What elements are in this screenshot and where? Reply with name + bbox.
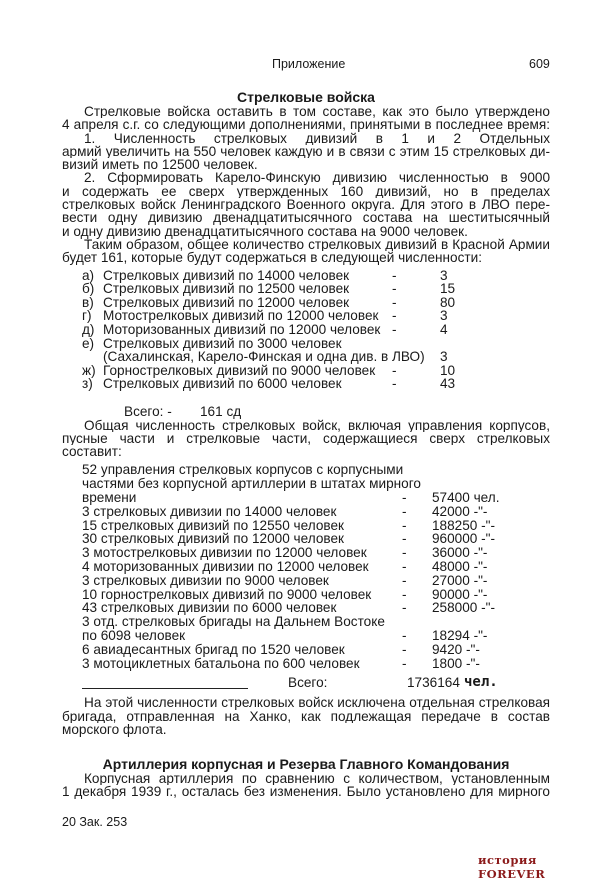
total-value: 161 сд	[200, 403, 242, 419]
division-description: (Сахалинская, Карело-Финская и одна див. в ЛВО)	[103, 349, 425, 365]
section-title: Стрелковые войска	[237, 89, 375, 105]
table-row	[62, 629, 550, 643]
division-row	[62, 350, 550, 364]
division-dash: -	[392, 267, 397, 283]
division-description: Стрелковых дивизий по 6000 человек	[103, 376, 342, 392]
row-description: 30 стрелковых дивизий по 12000 человек	[82, 531, 344, 547]
row-description: 3 отд. стрелковых бригады на Дальнем Востоке	[82, 614, 385, 630]
table-row	[62, 463, 550, 477]
row-dash: -	[402, 503, 407, 519]
text-line: будет 161, которые будут содержаться в следующей численности:	[62, 250, 483, 266]
strength-table	[62, 463, 550, 670]
row-value: 188250 -"-	[432, 517, 496, 533]
text-line: морского флота.	[62, 721, 167, 737]
division-dash: -	[392, 294, 397, 310]
row-dash: -	[402, 586, 407, 602]
row-description: 15 стрелковых дивизий по 12550 человек	[82, 517, 344, 533]
division-count: 4	[440, 321, 448, 337]
paragraph	[62, 772, 550, 799]
table-row	[62, 477, 550, 491]
row-value: 18294 -"-	[432, 627, 488, 643]
division-count: 43	[440, 376, 456, 392]
division-letter: д)	[82, 321, 95, 337]
text-line: 1 декабря 1939 г., осталась без изменения. Было установлено для мирного	[62, 785, 550, 799]
text-line: Общая численность стрелковых войск, включая управления корпусов,	[84, 418, 550, 432]
text-line: и содержать ее сверх утвержденных 160 дивизий, но в пределах	[62, 184, 550, 199]
row-value: 90000 -"-	[432, 586, 488, 602]
grand-total-row	[62, 676, 550, 692]
division-dash: -	[392, 308, 397, 324]
paragraph	[62, 419, 550, 459]
division-dash: -	[392, 362, 397, 378]
running-header: Приложение	[272, 57, 346, 71]
division-description: Мотострелковых дивизий по 12000 человек	[103, 308, 379, 324]
division-dash: -	[392, 281, 397, 297]
row-value: 57400 чел.	[432, 489, 500, 505]
text-line: Корпусная артиллерия по сравнению с количеством, установленным	[84, 772, 550, 786]
text-line: 1. Численность стрелковых дивизий в 1 и 2 Отдельных	[84, 131, 550, 145]
table-row	[62, 505, 550, 519]
row-dash: -	[402, 655, 407, 671]
division-row	[62, 337, 550, 351]
grand-total-unit: чел.	[464, 674, 498, 691]
row-dash: -	[402, 531, 407, 547]
division-description: Стрелковых дивизий по 12500 человек	[103, 281, 350, 297]
row-description: по 6098 человек	[82, 627, 186, 643]
text-line: На этой численности стрелковых войск исключена отдельная стрелковая	[84, 696, 550, 710]
row-dash: -	[402, 600, 407, 616]
paragraph	[62, 105, 550, 265]
text-line: пусные части и стрелковые части, содержащиеся сверх стрелковых	[62, 431, 550, 446]
text-line: Стрелковые войска оставить в том составе, как это было утверждено	[84, 105, 550, 119]
row-dash: -	[402, 545, 407, 561]
table-row	[62, 560, 550, 574]
row-value: 27000 -"-	[432, 572, 488, 588]
table-row	[62, 588, 550, 602]
row-description: 10 горнострелковых дивизий по 9000 человек	[82, 586, 372, 602]
row-dash: -	[402, 641, 407, 657]
division-letter: а)	[82, 267, 95, 283]
table-row	[62, 491, 550, 505]
text-line: составит:	[62, 444, 122, 460]
row-value: 960000 -"-	[432, 531, 496, 547]
row-description: 52 управления стрелковых корпусов с корпусными	[82, 462, 404, 478]
division-count: 3	[440, 267, 448, 283]
division-count: 3	[440, 349, 448, 365]
page-number: 609	[529, 57, 550, 71]
division-description: Стрелковых дивизий по 14000 человек	[103, 267, 350, 283]
division-dash: -	[392, 376, 397, 392]
total-rule	[82, 674, 248, 689]
division-letter: б)	[82, 281, 95, 297]
division-count: 80	[440, 294, 456, 310]
row-description: 4 моторизованных дивизии по 12000 человек	[82, 558, 369, 574]
text-line: стрелковых войск Ленинградского Военного округа. Для этого в ЛВО пере-	[62, 198, 550, 212]
grand-total-label: Всего:	[288, 675, 328, 691]
division-count: 15	[440, 281, 456, 297]
total-label: Всего: -	[124, 403, 172, 419]
row-description: 6 авиадесантных бригад по 1520 человек	[82, 641, 345, 657]
row-description: времени	[82, 489, 137, 505]
row-description: 3 стрелковых дивизии по 14000 человек	[82, 503, 337, 519]
division-row	[62, 323, 550, 337]
division-row	[62, 296, 550, 310]
printer-signature: 20 Зак. 253	[62, 815, 128, 829]
section-rifle-troops	[62, 90, 550, 736]
row-description: 3 стрелковых дивизии по 9000 человек	[82, 572, 329, 588]
division-row	[62, 269, 550, 283]
text-line: армий увеличить на 550 человек каждую и в связи с этим 15 стрелковых ди-	[62, 144, 550, 159]
row-value: 48000 -"-	[432, 558, 488, 574]
row-dash: -	[402, 572, 407, 588]
row-value: 42000 -"-	[432, 503, 488, 519]
division-description: Стрелковых дивизий по 3000 человек	[103, 335, 342, 351]
text-line: Таким образом, общее количество стрелковых дивизий в Красной Армии	[84, 237, 550, 252]
text-line: бригада, отправленная на Ханко, как подлежащая передаче в состав	[62, 709, 550, 723]
table-row	[62, 519, 550, 533]
table-row	[62, 574, 550, 588]
row-value: 9420 -"-	[432, 641, 480, 657]
division-count: 3	[440, 308, 448, 324]
division-row	[62, 364, 550, 378]
row-description: 43 стрелковых дивизии по 6000 человек	[82, 600, 337, 616]
division-letter: е)	[82, 335, 95, 351]
division-description: Горнострелковых дивизий по 9000 человек	[103, 362, 376, 378]
paragraph	[62, 696, 550, 736]
text-line: и одну дивизию двенадцатитысячного состава на 9000 человек.	[62, 223, 468, 239]
text-line: визий иметь по 12500 человек.	[62, 157, 258, 173]
division-total	[62, 405, 550, 419]
section-artillery	[62, 757, 550, 799]
section-title: Артиллерия корпусная и Резерва Главного Командования	[102, 756, 510, 772]
row-dash: -	[402, 627, 407, 643]
division-letter: г)	[82, 308, 92, 324]
text-line: 4 апреля с.г. со следующими дополнениями, принятыми в последнее время:	[62, 118, 550, 132]
row-description: 3 мотоциклетных батальона по 600 человек	[82, 655, 360, 671]
watermark-logo: история FOREVER	[478, 853, 546, 881]
division-row	[62, 309, 550, 323]
division-letter: в)	[82, 294, 94, 310]
division-row	[62, 282, 550, 296]
table-row	[62, 643, 550, 657]
row-dash: -	[402, 489, 407, 505]
row-value: 36000 -"-	[432, 545, 488, 561]
division-description: Стрелковых дивизий по 12000 человек	[103, 294, 350, 310]
division-row	[62, 377, 550, 391]
table-row	[62, 615, 550, 629]
row-value: 258000 -"-	[432, 600, 496, 616]
row-dash: -	[402, 517, 407, 533]
table-row	[62, 532, 550, 546]
table-row	[62, 657, 550, 671]
table-row	[62, 546, 550, 560]
row-dash: -	[402, 558, 407, 574]
text-line: 2. Сформировать Карело-Финскую дивизию численностью в 9000	[84, 171, 550, 185]
grand-total-value: 1736164	[407, 675, 460, 691]
division-dash: -	[392, 321, 397, 337]
division-list	[62, 269, 550, 391]
division-description: Моторизованных дивизий по 12000 человек	[103, 321, 381, 337]
row-value: 1800 -"-	[432, 655, 480, 671]
division-letter: ж)	[82, 362, 96, 378]
table-row	[62, 601, 550, 615]
division-letter: з)	[82, 376, 93, 392]
text-line: вести одну дивизию двенадцатитысячного состава на шеститысячный	[62, 211, 550, 225]
row-description: частями без корпусной артиллерии в штатах мирного	[82, 476, 421, 492]
row-description: 3 мотострелковых дивизии по 12000 человек	[82, 545, 367, 561]
division-count: 10	[440, 362, 456, 378]
